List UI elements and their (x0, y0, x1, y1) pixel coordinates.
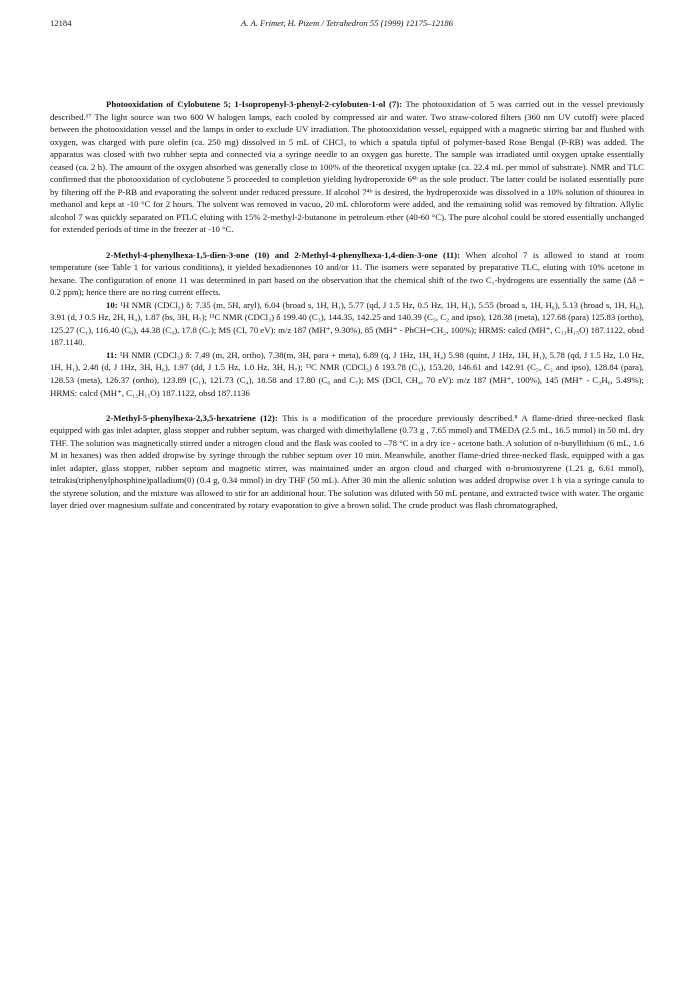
paragraph-text: The photooxidation of 5 was carried out in the vessel previously described.¹⁷ The light source was two 600 W halogen lamps, each cooled by compressed air and water. Two straw-colored filters (360 nm UV cutoff) were placed between the photooxidation vessel and the lamps in order to exclude UV irradiation. The photooxidation vessel, equipped with a magnetic stirring bar and flushed with oxygen, was charged with pure olefin (ca. 250 mg) dissolved in 5 mL of CHCl₃ to which a spatula tipful of polymer-based Rose Bengal (P-RB) was added. The apparatus was closed with two rubber septa and connected via a syringe needle to an oxygen gas burette. The sample was irradiated until oxygen uptake essentially ceased (ca. 2 h). The amount of the oxygen absorbed was generally close to 100% of the theoretical oxygen uptake (ca. 22.4 mL per mmol of substrate). NMR and TLC confirmed that the photooxidation of cyclobutene 5 proceeded to completion yielding hydroperoxide 6⁴ᵇ as the sole product. The latter could be isolated essentially pure by filtering off the P-RB and evaporating the solvent under reduced pressure. If alcohol 7⁴ᵇ is desired, the hydroperoxide was dissolved in a 10% solution of thiourea in methanol and kept at -10 °C for 2 hours. The solvent was removed in vacuo, 20 mL chloroform were added, and the remaining solid was removed by filtration. Allylic alcohol 7 was quickly separated on PTLC eluting with 15% 2-methyl-2-butanone in petroleum ether (40-60 °C). The pure alcohol could be stored essentially unchanged for extended periods of time in the freezer at -10 °C. (50, 99, 644, 235)
paragraph-gap (50, 399, 644, 412)
paragraph-compound-11-data (50, 349, 644, 399)
paragraph-text: ¹H NMR (CDCl₃) δ: 7.49 (m, 2H, ortho), 7.38(m, 3H, para + meta), 6.89 (q, J 1Hz, 1H, H₄) 5.98 (quint, J 1Hz, 1H, H₁), 5.78 (qd, J 1.5 Hz, 1.0 Hz, 1H, H₁), 2.48 (d, J 1Hz, 3H, H₆), 1.97 (dd, J 1.5 Hz, 1.0 Hz, 3H, H₇); ¹³C NMR (CDCl₃) δ 193.78 (C₃), 153.20, 146.61 and 142.91 (C₅, C₂ and ipso), 128.84 (para), 128.53 (meta), 126.37 (ortho), 123.89 (C₁), 121.73 (C₄), 18.58 and 17.80 (C₆ and C₇); MS (DCI, CH₄, 70 eV): m/z 187 (MH⁺, 100%), 145 (MH⁺ - C₃H₆, 5.49%); HRMS: calcd (MH⁺, C₁₃H₁₅O) 187.1122, obsd 187.1136 (50, 349, 645, 398)
running-title: A. A. Frimer, H. Pizem / Tetrahedron 55 (1999) 12175–12186 (241, 18, 453, 28)
paragraph-heading: 11: (106, 349, 118, 360)
paragraph-heading: 2-Methyl-5-phenylhexa-2,3,5-hexatriene (12): (106, 412, 278, 423)
paragraph-heading: Photooxidation of Cylobutene 5; 1-Isopropenyl-3-phenyl-2-cylobuten-1-ol (7): (106, 99, 403, 109)
paragraph-text: ¹H NMR (CDCl₃) δ: 7.35 (m, 5H, aryl), 6.04 (broad s, 1H, H₁), 5.77 (qd, J 1.5 Hz, 0.5 Hz, 1H, H₁), 5.55 (broad s, 1H, H₆), 5.13 (broad s, 1H, H₆), 3.91 (d, J 0.5 Hz, 2H, H₄), 1.87 (bs, 3H, H₇); ¹³C NMR (CDCl₃) δ 199.40 (C₃), 144.35, 142.25 and 140.39 (C₅, C₂ and ipso), 128.38 (meta), 127.68 (para) 125.83 (ortho), 125.27 (C₁), 116.40 (C₆), 44.38 (C₄), 17.8 (C₇); MS (CI, 70 eV): m/z 187 (MH⁺, 9.30%), 85 (MH⁺ - PhCH=CH₂, 100%); HRMS: calcd (MH⁺, C₁₃H₁₅O) 187.1122, obsd 187.1140. (50, 299, 644, 348)
paragraph-photooxidation (50, 98, 644, 236)
paragraph-hexatriene (50, 412, 644, 512)
article-body (50, 98, 644, 512)
paragraph-text: This is a modification of the procedure previously described.⁸ A flame-dried three-necked flask equipped with gas inlet adapter, glass stopper and rubber septum, was charged with dimethylallene (0.73 g , 7.65 mmol) and TMEDA (2.5 mL, 16.5 mmol) in 50 mL dry THF. The solution was magnetically stirred under a nitrogen cloud and the flask was cooled to –78 °C in a dry ice - acetone bath. A solution of n-butyllithium (6 mL, 1.6 M in hexanes) was then added dropwise by syringe through the rubber septum over 10 min. Meanwhile, another flame-dried three-necked flask, equipped with a gas inlet adapter, glass stopper, rubber septum and magnetic stirrer, was maintained under an argon cloud and charged with α-bromostyrene (1.21 g, 6.61 mmol), tetrakis(triphenylphosphine)palladium(0) (0.4 g, 0.34 mmol) in dry THF (50 mL). After 30 min the allenic solution was added dropwise over 1 h via a syringe canula to the styrene solution, and the mixture was allowed to stir for an additional hour. The solution was diluted with 50 mL pentane, and extracted twice with water. The organic layer dried over magnesium sulfate and concentrated by rotary evaporation to give a brown solid. The crude product was flash chromatographed, (50, 412, 645, 511)
page-number: 12184 (50, 18, 72, 28)
paragraph-text: When alcohol 7 is allowed to stand at room temperature (see Table 1 for various conditions), it yielded hexadienones 10 and/or 11. The isomers were separated by preparative TLC, eluting with 10% acetone in hexane. The configuration of enone 11 was determined in part based on the observation that the chemical shift of the two C₁-hydrogens are essentially the same (Δδ = 0.2 ppm); hence there are no ring current effects. (50, 249, 645, 298)
paragraph-compound-10-data (50, 299, 644, 349)
paragraph-heading: 2-Methyl-4-phenylhexa-1,5-dien-3-one (10) and 2-Methyl-4-phenylhexa-1,4-dien-3-one (11): (106, 249, 461, 260)
paragraph-heading: 10: (106, 299, 118, 310)
page-header (50, 18, 644, 32)
paragraph-gap (50, 236, 644, 249)
paragraph-hexadienones (50, 249, 644, 299)
